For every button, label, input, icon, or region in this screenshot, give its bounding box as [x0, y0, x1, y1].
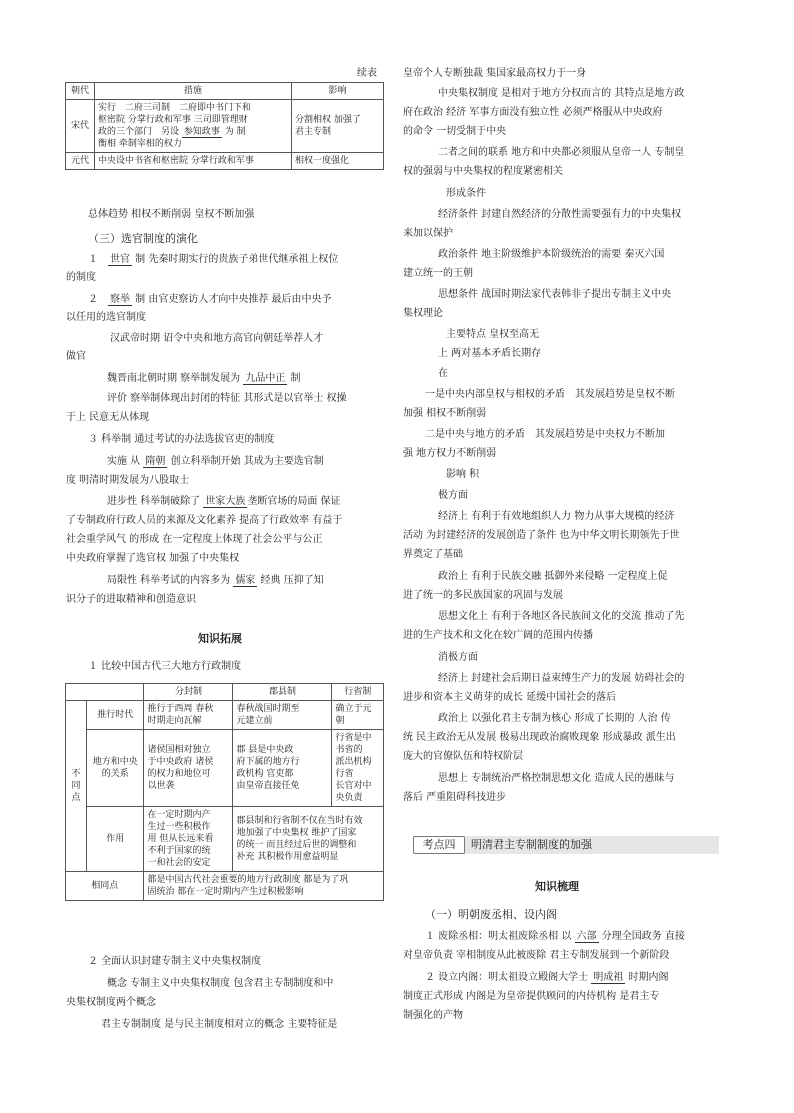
measure-line: 衡相 牵制宰相的权力 — [98, 139, 182, 149]
table-cell: 诸侯国相对独立 于中央政府 诸侯 的权力和地位可 以世袭 — [144, 730, 233, 807]
paragraph-line: 于上 民意无从体现 — [66, 412, 150, 423]
paragraph-line: 政治上 有利于民族交融 抵御外来侵略 一定程度上促 — [438, 571, 668, 582]
header-measure: 措施 — [95, 83, 292, 100]
section-title: 知识拓展 — [198, 632, 242, 645]
measure-line: 实行 二府三司制 二府即中书门下和 — [98, 103, 252, 113]
subsection-title: １ 比较中国古代三大地方行政制度 — [88, 661, 242, 672]
impact-line: 分割相权 加强了 — [295, 115, 361, 125]
paragraph-line: 权的强弱与中央集权的程度紧密相关 — [403, 166, 563, 177]
paragraph-line: 做官 — [66, 351, 86, 362]
measure-text: 政的三个部门 另设 — [98, 127, 180, 137]
trend-text: 总体趋势 相权不断削弱 皇权不断加强 — [88, 209, 255, 220]
paragraph-line: 社会重学风气 的形成 在一定程度上体现了社会公平与公正 — [66, 534, 323, 545]
table-local-admin — [65, 683, 384, 901]
paragraph-line: 在 — [438, 368, 448, 379]
topic-tag: 考点四 — [413, 836, 465, 854]
paragraph-line: １ 废除丞相：明太祖废除丞相 以 六部 分理全国政务 直接 — [425, 931, 685, 942]
paragraph-line: 度 明清时期发展为八股取士 — [66, 475, 190, 486]
table-cell: 郡 县是中央政 府下属的地方行 政机构 官吏都 由皇帝直接任免 — [233, 730, 332, 807]
era-cell: 宋代 — [66, 100, 95, 153]
paragraph-line: 实施 从 隋朝 创立科举制开始 其成为主要选官制 — [107, 456, 324, 467]
paragraph-line: 进步和资本主义萌芽的成长 延缓中国社会的落后 — [403, 692, 617, 703]
paragraph-line: 魏晋南北朝时期 察举制发展为 九品中正 制 — [107, 373, 301, 384]
paragraph-line: 庞大的官僚队伍和特权阶层 — [403, 751, 523, 762]
paragraph-line: 思想上 专制统治严格控制思想文化 造成人民的愚昧与 — [438, 773, 675, 784]
paragraph-line: 极方面 — [438, 490, 468, 501]
subsection-title: ２ 全面认识封建专制主义中央集权制度 — [88, 956, 262, 967]
paragraph-line: 统 民主政治无从发展 极易出现政治腐败现象 形成暴政 派生出 — [403, 732, 676, 743]
paragraph-line: 概念 专制主义中央集权制度 包含君主专制制度和中 — [107, 978, 334, 989]
paragraph-line: 政治上 以强化君主专制为核心 形成了长期的 人治 传 — [438, 713, 671, 724]
blank-answer: 九品中正 — [245, 373, 286, 384]
paragraph-line: 强 地方权力不断削弱 — [403, 448, 497, 459]
paragraph-line: 二者之间的联系 地方和中央都必须服从皇帝一人 专制皇 — [438, 147, 685, 158]
section-heading: （三）选官制度的演化 — [88, 232, 198, 245]
section-title: 知识梳理 — [535, 880, 579, 893]
impact-cell — [292, 100, 384, 153]
table-cell: 推行于西周 春秋 时期走向瓦解 — [144, 701, 233, 730]
table-row — [66, 872, 384, 901]
paragraph-line: 中央集权制度 是相对于地方分权而言的 其特点是地方政 — [438, 88, 685, 99]
blank-answer: 参知政事 — [183, 127, 220, 137]
blank-answer: 察举 — [110, 294, 130, 305]
paragraph-line: 思想条件 战国时期法家代表韩非子提出专制主义中央 — [438, 289, 672, 300]
measure-line — [98, 126, 288, 138]
paragraph-line: 了专制政府行政人员的来源及文化素养 提高了行政效率 有益于 — [66, 515, 343, 526]
paragraph-line: 形成条件 — [446, 188, 486, 199]
paragraph-line: 的制度 — [66, 272, 96, 283]
paragraph-line: 皇帝个人专断独裁 集国家最高权力于一身 — [403, 68, 587, 79]
paragraph-line: 以任用的选官制度 — [66, 312, 146, 323]
blank-answer: 隋朝 — [145, 456, 166, 467]
paragraph-line: 政治条件 地主阶级维护本阶级统治的需要 秦灭六国 — [438, 249, 665, 260]
paragraph-line: 二是中央与地方的矛盾 其发展趋势是中央权力不断加 — [425, 429, 665, 440]
paragraph-line: 对皇帝负责 宰相制度从此被废除 君主专制发展到一个新阶段 — [403, 950, 670, 961]
section-heading: （一）明朝废丞相、设内阁 — [425, 908, 557, 921]
table-header-row — [66, 83, 384, 100]
table-cell: 在一定时期内产 生过一些积极作 用 但从长远来看 不利于国家的统 一和社会的安定 — [144, 807, 233, 872]
measure-text: 为 制 — [224, 127, 246, 137]
paragraph-line: 加强 相权不断削弱 — [403, 408, 487, 419]
paragraph-line: 经济条件 封建自然经济的分散性需要强有力的中央集权 — [438, 209, 682, 220]
paragraph-line: ３ 科举制 通过考试的办法选拔官吏的制度 — [88, 434, 275, 445]
paragraph-line: ２ 察举 制 由官吏察访人才向中央推荐 最后由中央予 — [88, 294, 332, 305]
header-empty — [66, 684, 144, 701]
paragraph-line: 消极方面 — [438, 652, 478, 663]
topic-banner — [413, 836, 719, 854]
paragraph-line: 识分子的进取精神和创造意识 — [66, 594, 196, 605]
table-cell: 行省是中书省的 派出机构 行省 长官对中央负责 — [332, 730, 384, 807]
paragraph-line: 进了统一的多民族国家的巩固与发展 — [403, 590, 563, 601]
paragraph-line: 进步性 科举制破除了 世家大族 垄断官场的局面 保证 — [107, 496, 341, 507]
impact-cell: 相权一度强化 — [292, 153, 384, 170]
same-label: 相同点 — [66, 872, 144, 901]
blank-answer: 儒家 — [235, 575, 256, 586]
header-junxian: 郡县制 — [233, 684, 332, 701]
paragraph-line: 经济上 有利于有效地组织人力 物力从事大规模的经济 — [438, 511, 675, 522]
paragraph-line: 君主专制制度 是与民主制度相对立的概念 主要特征是 — [101, 1019, 338, 1030]
paragraph-line: 评价 察举制体现出封闭的特征 其形式是以官举士 权操 — [107, 393, 347, 404]
topic-title: 明清君主专制制度的加强 — [471, 838, 592, 851]
blank-answer: 世官 — [110, 254, 130, 265]
paragraph-line: 落后 严重阻碍科技进步 — [403, 792, 507, 803]
paragraph-line: ２ 设立内阁：明太祖设立殿阁大学士 明成祖 时期内阁 — [425, 972, 669, 983]
paragraph-line: 活动 为封建经济的发展创造了条件 也为中华文明长期领先于世 — [403, 530, 680, 541]
row-label: 推行时代 — [87, 701, 144, 730]
paragraph-line: 府在政治 经济 军事方面没有独立性 必须严格服从中央政府 — [403, 107, 663, 118]
blank-answer: 世家大族 — [205, 496, 246, 507]
continued-label: 续表 — [357, 68, 377, 79]
paragraph-line: 的命令 一切受制于中央 — [403, 126, 507, 137]
header-fengjian: 分封制 — [144, 684, 233, 701]
table-dynasty-measures — [65, 82, 384, 170]
paragraph-line: 一是中央内部皇权与相权的矛盾 其发展趋势是皇权不断 — [425, 389, 675, 400]
paragraph-line: 界奠定了基础 — [403, 549, 463, 560]
blank-answer: 明成祖 — [593, 972, 624, 983]
paragraph-line: １ 世官 制 先秦时期实行的贵族子弟世代继承祖上权位 — [88, 254, 339, 265]
paragraph-line: 主要特点 皇权至高无 — [446, 329, 540, 340]
header-era: 朝代 — [66, 83, 95, 100]
measure-cell: 中央设中书省和枢密院 分掌行政和军事 — [95, 153, 292, 170]
paragraph-line: 经济上 封建社会后期日益束缚生产力的发展 妨碍社会的 — [438, 673, 685, 684]
table-header-row — [66, 684, 384, 701]
blank-answer: 六部 — [576, 931, 597, 942]
row-label: 作用 — [87, 807, 144, 872]
measure-cell — [95, 100, 292, 153]
era-cell: 元代 — [66, 153, 95, 170]
header-impact: 影响 — [292, 83, 384, 100]
paragraph-line: 建立统一的王朝 — [403, 268, 473, 279]
paragraph-line: 进的生产技术和文化在较广阔的范围内传播 — [403, 630, 593, 641]
table-cell: 春秋战国时期至 元建立前 — [233, 701, 332, 730]
paragraph-line: 局限性 科举考试的内容多为 儒家 经典 压抑了知 — [107, 575, 324, 586]
paragraph-line: 制度正式形成 内阁是为皇帝提供顾问的内侍机构 是君主专 — [403, 991, 660, 1002]
paragraph-line: 影响 积 — [446, 469, 480, 480]
not-same-label: 不同点 — [66, 701, 87, 872]
paragraph-line: 思想文化上 有利于各地区各民族间文化的交流 推动了先 — [438, 611, 685, 622]
paragraph-line: 来加以保护 — [403, 228, 453, 239]
table-cell: 郡县制和行省制不仅在当时有效 地加强了中央集权 维护了国家 的统一 而且经过后世的调整和 补充 其积极作用愈益明显 — [233, 807, 384, 872]
table-row — [66, 730, 384, 807]
table-row — [66, 807, 384, 872]
table-row — [66, 153, 384, 170]
row-label: 地方和中央的关系 — [87, 730, 144, 807]
table-row — [66, 701, 384, 730]
paragraph-line: 中央政府掌握了选官权 加强了中央集权 — [66, 553, 240, 564]
paragraph-line: 制强化的产物 — [403, 1010, 463, 1021]
paragraph-line: 央集权制度两个概念 — [66, 997, 156, 1008]
paragraph-line: 汉武帝时期 诏令中央和地方高官向朝廷举荐人才 — [110, 333, 324, 344]
paragraph-line: 上 两对基本矛盾长期存 — [438, 348, 542, 359]
impact-line: 君主专制 — [295, 127, 332, 137]
header-xingsheng: 行省制 — [332, 684, 384, 701]
paragraph-line: 集权理论 — [403, 308, 443, 319]
table-cell: 确立于元朝 — [332, 701, 384, 730]
measure-line: 枢密院 分掌行政和军事 三司即管理财 — [98, 115, 248, 125]
table-row — [66, 100, 384, 153]
table-cell: 都是中国古代社会重要的地方行政制度 都是为了巩 固统治 都在一定时期内产生过积极影响 — [144, 872, 384, 901]
